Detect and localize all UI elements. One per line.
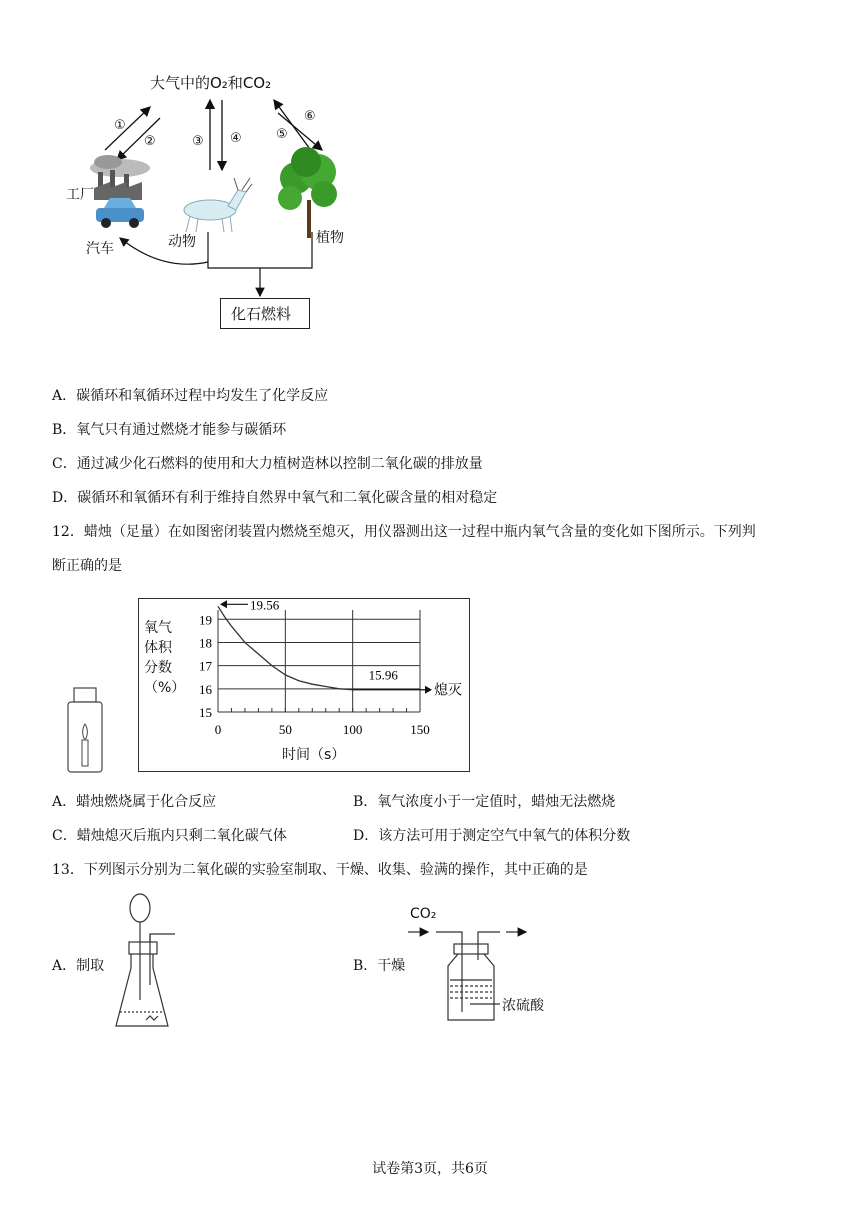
ylabel-line-3: 分数 <box>144 660 172 676</box>
y-tick-label: 15 <box>199 705 212 720</box>
x-tick-label: 100 <box>342 722 363 737</box>
x-tick-label: 0 <box>214 722 222 737</box>
ylabel-line-4: （%） <box>144 680 186 696</box>
erlenmeyer-flask-icon <box>116 894 175 1026</box>
annotation-end-value: 15.96 <box>368 667 398 683</box>
q11-option-d: D．碳循环和氧循环有利于维持自然界中氧气和二氧化碳含量的相对稳定 <box>52 490 498 506</box>
plant-label: 植物 <box>316 230 344 246</box>
q12-option-d: D．该方法可用于测定空气中氧气的体积分数 <box>353 828 631 844</box>
q12-option-b: B．氧气浓度小于一定值时，蜡烛无法燃烧 <box>353 794 616 810</box>
arrow-label-5: ⑤ <box>276 127 288 142</box>
fossil-fuel-box: 化石燃料 <box>220 298 310 329</box>
arrow-label-2: ② <box>144 134 156 149</box>
q12-stem-line1: 12．蜡烛（足量）在如图密闭装置内燃烧至熄灭，用仪器测出这一过程中瓶内氧气含量的变化如下图所示。下列判 <box>52 524 756 540</box>
annotation-start-value: 19.56 <box>250 597 280 613</box>
y-tick-label: 19 <box>199 612 212 628</box>
arrow-label-3: ③ <box>192 134 204 149</box>
q13-option-a: A．制取 <box>52 958 105 974</box>
factory-label: 工厂 <box>66 187 94 203</box>
arrow-label-6: ⑥ <box>304 109 316 124</box>
acid-label: 浓硫酸 <box>502 998 544 1014</box>
annotation-extinguish-label: 熄灭 <box>434 682 462 699</box>
q11-option-c: C．通过减少化石燃料的使用和大力植树造林以控制二氧化碳的排放量 <box>52 456 483 472</box>
ylabel-line-2: 体积 <box>144 640 172 656</box>
page-footer: 试卷第3页，共6页 <box>372 1161 488 1177</box>
co2-label: CO₂ <box>410 906 437 922</box>
q13-option-b: B．干燥 <box>353 958 406 974</box>
y-tick-label: 16 <box>199 681 212 697</box>
x-tick-label: 50 <box>278 722 292 737</box>
q13-stem: 13．下列图示分别为二氧化碳的实验室制取、干燥、收集、验满的操作，其中正确的是 <box>52 862 588 878</box>
chart-xlabel: 时间（s） <box>282 747 346 763</box>
arrow-label-4: ④ <box>230 131 242 146</box>
ylabel-line-1: 氧气 <box>144 620 172 636</box>
animal-label: 动物 <box>168 234 196 250</box>
x-tick-label: 150 <box>410 722 430 737</box>
y-tick-label: 17 <box>199 658 212 674</box>
q12-option-a: A．蜡烛燃烧属于化合反应 <box>52 794 217 810</box>
arrow-label-1: ① <box>114 118 126 133</box>
q11-option-b: B．氧气只有通过燃烧才能参与碳循环 <box>52 422 287 438</box>
y-tick-label: 18 <box>199 635 212 651</box>
q11-option-a: A．碳循环和氧循环过程中均发生了化学反应 <box>52 388 329 404</box>
q12-option-c: C．蜡烛熄灭后瓶内只剩二氧化碳气体 <box>52 828 287 844</box>
q12-stem-line2: 断正确的是 <box>52 558 122 574</box>
cycle-title: 大气中的O₂和CO₂ <box>150 74 272 92</box>
car-label: 汽车 <box>86 241 114 257</box>
